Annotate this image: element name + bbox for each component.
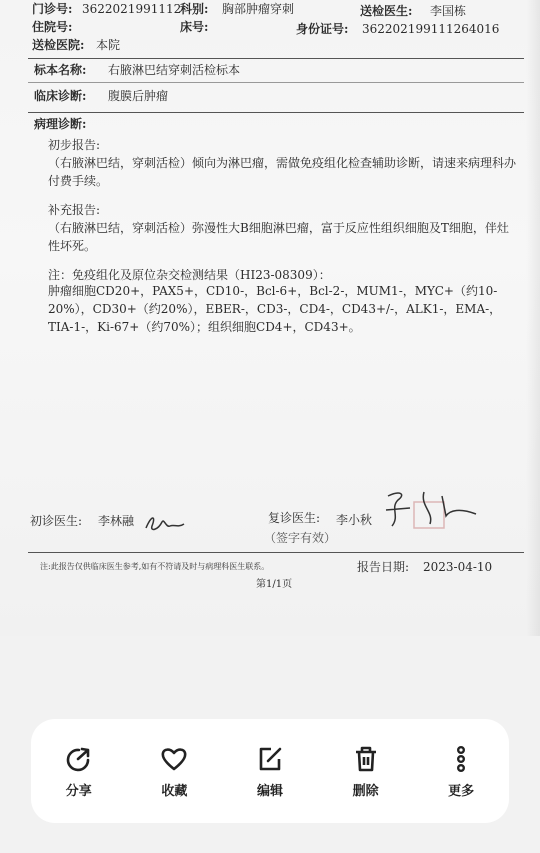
edit-icon [255,744,285,774]
delete-label: 删除 [352,783,379,799]
clinical-label: 临床诊断: [34,89,87,103]
more-button[interactable] [426,744,496,799]
divider [28,112,524,113]
signature-note: （签字有效） [264,531,337,545]
favorite-label: 收藏 [161,783,188,799]
sender-label: 送检医生: [360,4,413,18]
divider [28,552,524,553]
hospital-value: 本院 [96,38,121,52]
clinical-value: 腹膜后肿瘤 [108,89,169,103]
pathology-label: 病理诊断: [34,117,87,131]
first-doctor-name: 李林融 [98,514,135,528]
outpatient-no: 3622021991112 [82,2,182,16]
report-date-label: 报告日期: [357,560,410,574]
ihc-note: 注：免疫组化及原位杂交检测结果（HI23-08309）： [48,268,331,282]
hospital-label: 送检医院: [32,38,85,52]
share-icon [64,744,94,774]
department-value: 胸部肿瘤穿刺 [222,2,295,16]
first-doctor-label: 初诊医生: [30,514,83,528]
supplement-report-text: （右腋淋巴结，穿刺活检）弥漫性大B细胞淋巴瘤，富于反应性组织细胞及T细胞，伴灶性坏死。 [48,221,509,253]
sender-value: 李国栋 [430,4,467,18]
outpatient-label: 门诊号: [32,2,73,16]
id-value: 362202199111264016 [362,22,500,36]
action-toolbar [31,719,509,823]
specimen-value: 右腋淋巴结穿刺活检标本 [108,63,241,77]
heart-icon [159,744,189,774]
review-doctor-signature [380,486,480,542]
delete-button[interactable] [331,744,401,799]
divider [28,58,524,59]
ihc-results: 肿瘤细胞CD20+，PAX5+，CD10-，Bcl-6+，Bcl-2-，MUM1-，MYC+（约10-20%），CD30+（约20%），EBER-，CD3-，CD4-，CD43+/-，ALK1-，EMA-，TIA-1-，Ki-67+（约70%）；组织细胞CD4+，CD43+。 [48,284,502,334]
more-label: 更多 [448,783,475,799]
trash-icon [351,744,381,774]
first-doctor-signature [142,508,188,538]
edit-label: 编辑 [256,783,283,799]
id-label: 身份证号: [296,22,349,36]
bed-label: 床号: [180,20,209,34]
bottom-area [0,636,540,853]
review-doctor-label: 复诊医生: [268,511,321,525]
review-doctor-name: 李小秋 [336,513,373,527]
disclaimer: 注:此报告仅供临床医生参考,如有不符请及时与病理科医生联系。 [40,562,270,571]
initial-report-title: 初步报告: [48,138,101,152]
initial-report-text: （右腋淋巴结，穿刺活检）倾向为淋巴瘤，需做免疫组化检查辅助诊断，请速来病理科办付费手续。 [48,156,517,188]
share-button[interactable] [44,744,114,799]
specimen-label: 标本名称: [34,63,87,77]
more-vertical-icon [446,744,476,774]
supplement-report-title: 补充报告: [48,203,101,217]
divider [28,82,524,83]
share-label: 分享 [65,783,92,799]
report-date: 2023-04-10 [423,560,493,574]
page-number: 第1/1页 [256,579,293,590]
inpatient-label: 住院号: [32,20,73,34]
favorite-button[interactable] [139,744,209,799]
edit-button[interactable] [235,744,305,799]
department-label: 科别: [180,2,209,16]
